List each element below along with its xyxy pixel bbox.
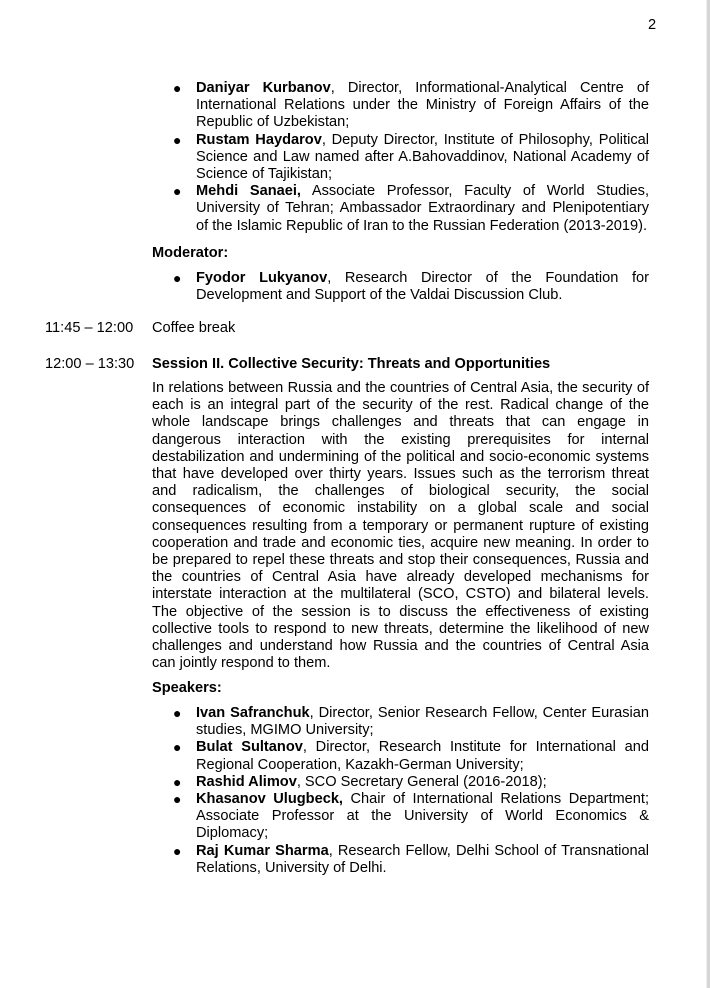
session-speakers-list: [152, 705, 649, 877]
speaker-name: Ivan Safranchuk: [196, 705, 310, 721]
page-number: 2: [648, 17, 657, 33]
list-item: [152, 705, 649, 739]
moderator-name: Fyodor Lukyanov: [196, 270, 328, 286]
list-item: [152, 270, 649, 304]
session-speakers-block: [152, 705, 649, 877]
session-title: Session II. Collective Security: Threats and Opportunities: [152, 356, 551, 372]
top-speakers-block: [152, 80, 649, 235]
list-item: [152, 739, 649, 773]
speaker-title: , Research Fellow, Delhi School of Transnational Relations, University of Delhi.: [196, 842, 649, 876]
speaker-title: Chair of International Relations Department; Associate Professor at the University of World Economics & Diplomacy;: [196, 791, 649, 842]
list-item: [152, 774, 649, 791]
moderator-block: [152, 270, 649, 304]
bullet-icon: ●: [173, 705, 182, 721]
list-item: [152, 791, 649, 843]
bullet-icon: ●: [173, 739, 182, 756]
bullet-icon: ●: [173, 131, 182, 148]
speaker-title: Associate Professor, Faculty of World Studies, University of Tehran; Ambassador Extraordinary and Plenipotentiary of the Islamic Republic of Iran to the Russian Federation (2013-2019).: [196, 183, 649, 234]
coffee-break-time: 11:45 – 12:00: [45, 320, 134, 336]
speaker-title: , SCO Secretary General (2016-2018);: [296, 773, 547, 790]
bullet-icon: ●: [173, 80, 182, 96]
list-item: [152, 80, 649, 132]
speaker-title: , Deputy Director, Institute of Philosophy, Political Science and Law named after A.Bahovaddinov, National Academy of Science of Tajikistan;: [196, 131, 649, 183]
session-time: 12:00 – 13:30: [45, 356, 135, 372]
list-item: [152, 843, 649, 877]
speaker-name: Rustam Haydarov: [196, 131, 322, 148]
moderator-title: , Research Director of the Foundation for Development and Support of the Valdai Discussion Club.: [196, 270, 649, 304]
bullet-icon: ●: [173, 842, 182, 859]
bullet-icon: ●: [173, 183, 182, 200]
speaker-name: Raj Kumar Sharma: [196, 842, 329, 859]
speaker-name: Daniyar Kurbanov: [196, 80, 331, 96]
speaker-name: Khasanov Ulugbeck,: [196, 791, 343, 808]
speaker-name: Mehdi Sanaei,: [196, 183, 301, 200]
moderator-list: [152, 270, 649, 304]
list-item: [152, 183, 649, 235]
bullet-icon: ●: [173, 791, 182, 808]
coffee-break-label: Coffee break: [152, 320, 236, 336]
top-speakers-list: [152, 80, 649, 235]
speaker-name: Rashid Alimov: [196, 773, 297, 790]
speaker-title: , Director, Informational-Analytical Centre of International Relations under the Ministry of Foreign Affairs of the Republic of Uzbekistan;: [196, 80, 650, 131]
moderator-heading: Moderator:: [152, 245, 229, 261]
bullet-icon: ●: [173, 270, 182, 286]
speaker-title: , Director, Senior Research Fellow, Center Eurasian studies, MGIMO University;: [196, 705, 649, 739]
session-description: In relations between Russia and the countries of Central Asia, the security of each is an integral part of the security of the rest. Radical change of the whole landscape brings challenges and threats that can engage in dangerous interaction with the existing prerequisites for internal destabilization and undermining of the political and socio-economic systems that have developed over thirty years. Issues such as the terrorism threat and radicalism, the challenges of biological security, the social consequences of economic instability on a global scale and social consequences resulting from a temporary or permanent rupture of existing cooperation and trade and economic ties, acquire new meaning. In order to be prepared to repel these threats and stop their consequences, Russia and the countries of Central Asia have already developed mechanisms for interstate interaction at the multilateral (SCO, CSTO) and bilateral levels. The objective of the session is to discuss the effectiveness of existing collective tools to respond to new threats, determine the likelihood of new challenges and understand how Russia and the countries of Central Asia can jointly respond to them.: [152, 380, 649, 672]
list-item: [152, 132, 649, 184]
speakers-heading: Speakers:: [152, 680, 222, 696]
speaker-title: , Director, Research Institute for International and Regional Cooperation, Kazakh-German University;: [196, 739, 649, 773]
speaker-name: Bulat Sultanov: [196, 739, 303, 756]
bullet-icon: ●: [173, 773, 182, 790]
